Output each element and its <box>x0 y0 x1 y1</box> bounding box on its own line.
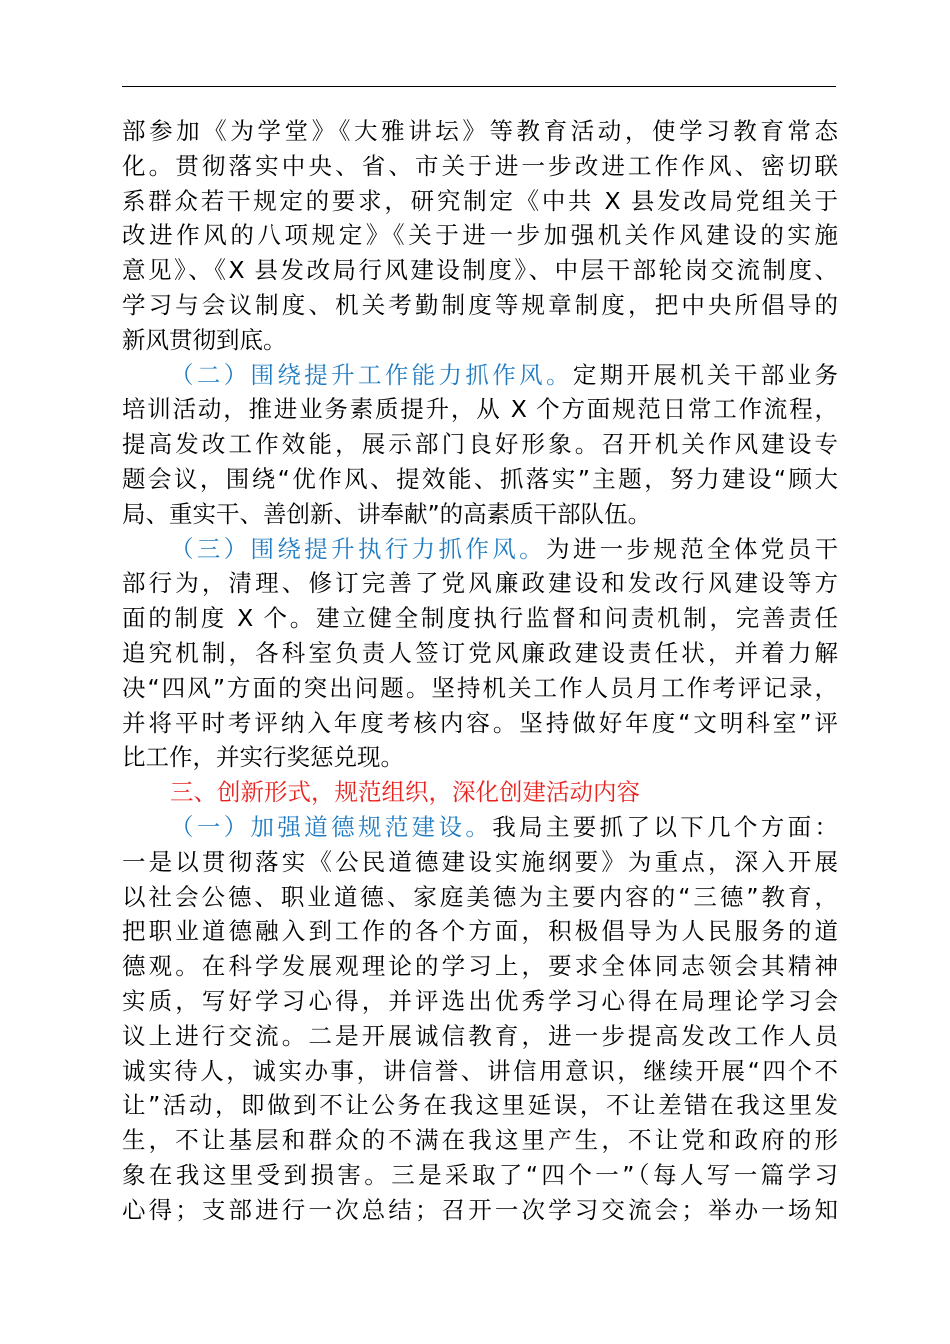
paragraph-line: 提高发改工作效能，展示部门良好形象。召开机关作风建设专 <box>122 430 838 459</box>
paragraph-line: 把职业道德融入到工作的各个方面，积极倡导为人民服务的道 <box>122 917 838 946</box>
paragraph-line: 德观。在科学发展观理论的学习上，要求全体同志领会其精神 <box>122 952 838 981</box>
section-3-heading: （三）围绕提升执行力抓作风。 <box>170 534 546 563</box>
paragraph-line: 比工作，并实行奖惩兑现。 <box>122 743 404 772</box>
paragraph-line: 面的制度 X 个。建立健全制度执行监督和问责机制，完善责任 <box>122 604 838 633</box>
section-3-first-text: 为进一步规范全体党员干 <box>545 534 839 563</box>
paragraph-line: 系群众若干规定的要求，研究制定《中共 X 县发改局党组关于 <box>122 186 838 215</box>
paragraph-line: 学习与会议制度、机关考勤制度等规章制度，把中央所倡导的 <box>122 290 838 319</box>
paragraph-line: 并将平时考评纳入年度考核内容。坚持做好年度“文明科室”评 <box>122 708 838 737</box>
paragraph-line: 议上进行交流。二是开展诚信教育，进一步提高发改工作人员 <box>122 1021 838 1050</box>
paragraph-line: 局、重实干、善创新、讲奉献”的高素质干部队伍。 <box>122 499 652 528</box>
paragraph-line: 追究机制，各科室负责人签订党风廉政建设责任状，并着力解 <box>122 638 838 667</box>
paragraph-line: 决“四风”方面的突出问题。坚持机关工作人员月工作考评记录， <box>122 673 838 702</box>
section-3-first-line <box>122 532 838 567</box>
section-2-heading: （二）围绕提升工作能力抓作风。 <box>170 360 573 389</box>
paragraph-line: 一是以贯彻落实《公民道德建设实施纲要》为重点，深入开展 <box>122 847 838 876</box>
paragraph-line: 部行为，清理、修订完善了党风廉政建设和发改行风建设等方 <box>122 569 838 598</box>
section-4-first-text: 我局主要抓了以下几个方面： <box>492 812 838 841</box>
section-4-heading: （一）加强道德规范建设。 <box>170 812 493 841</box>
section-4-first-line <box>122 810 838 845</box>
paragraph-line: 改进作风的八项规定》《关于进一步加强机关作风建设的实施 <box>122 221 838 250</box>
paragraph-line: 诚实待人，诚实办事，讲信誉、讲信用意识，继续开展“四个不 <box>122 1056 838 1085</box>
paragraph-line: 实质，写好学习心得，并评选出优秀学习心得在局理论学习会 <box>122 986 838 1015</box>
paragraph-line: 心得；支部进行一次总结；召开一次学习交流会；举办一场知 <box>122 1195 838 1224</box>
paragraph-line: 化。贯彻落实中央、省、市关于进一步改进工作作风、密切联 <box>122 151 838 180</box>
paragraph-line: 生，不让基层和群众的不满在我这里产生，不让党和政府的形 <box>122 1126 838 1155</box>
section-2-first-text: 定期开展机关干部业务 <box>572 360 838 389</box>
paragraph-line: 培训活动，推进业务素质提升，从 X 个方面规范日常工作流程， <box>122 395 838 424</box>
paragraph-line: 以社会公德、职业道德、家庭美德为主要内容的“三德”教育， <box>122 882 838 911</box>
main-heading-3: 三、创新形式，规范组织，深化创建活动内容 <box>170 778 640 807</box>
header-rule <box>122 86 836 87</box>
paragraph-line: 象在我这里受到损害。三是采取了“四个一”（每人写一篇学习 <box>122 1160 838 1189</box>
paragraph-line: 新风贯彻到底。 <box>122 325 287 354</box>
document-body <box>122 114 838 1228</box>
paragraph-line: 意见》、《X 县发改局行风建设制度》、中层干部轮岗交流制度、 <box>122 256 838 285</box>
paragraph-line: 题会议，围绕“优作风、提效能、抓落实”主题，努力建设“顾大 <box>122 464 838 493</box>
paragraph-line: 让”活动，即做到不让公务在我这里延误，不让差错在我这里发 <box>122 1091 838 1120</box>
section-2-first-line <box>122 358 838 393</box>
paragraph-line: 部参加《为学堂》《大雅讲坛》等教育活动，使学习教育常态 <box>122 117 838 145</box>
